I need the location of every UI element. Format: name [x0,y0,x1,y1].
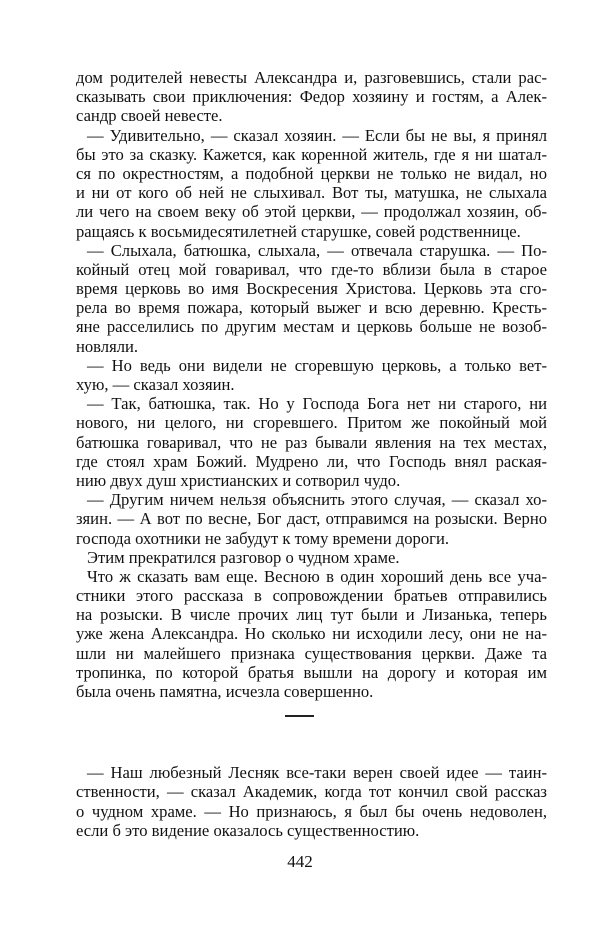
section-divider-wrap [76,701,547,731]
text-line: время церковь во имя Воскресения Христова. Церковь эта сго- [76,279,547,299]
text-line: сандр своей невесте. [76,106,223,126]
paragraph [76,126,547,241]
text-line: сказывать свои приключения: Федор хозяину и гостям, а Алек- [76,87,547,107]
text-line: хую, — сказал хозяин. [76,375,235,394]
text-line: нового, ни целого, ни сгоревшего. Притом же покойный мой [76,413,547,433]
text-line: где стоял храм Божий. Мудрено ли, что Господь внял раская- [76,451,547,471]
page-number: 442 [287,852,313,871]
text-line: яне расселились по другим местам и церковь больше не возоб- [76,317,547,337]
text-line: батюшка говаривал, что не раз бывали явления на тех местах, [76,432,547,452]
paragraph [76,356,547,394]
text-line: Этим прекратился разговор о чудном храме. [87,547,400,567]
text-line: — Так, батюшка, так. Но у Господа Бога нет ни старого, ни [87,394,547,414]
paragraph [76,548,547,567]
text-line: нию двух душ христианских и сотворил чудо. [76,470,401,490]
text-after-divider [76,763,547,840]
paragraph [76,490,547,548]
text-line: ращаясь к восьмидесятилетней старушке, совей родственнице. [76,221,521,241]
text-line: рела во время пожара, который выжег и всю деревню. Кресть- [76,298,547,318]
text-line: — Слыхала, батюшка, слыхала, — отвечала старушка. — По- [87,240,547,260]
text-line: тропинка, по которой братья вышли на дорогу и которая им [76,662,547,682]
text-line: уже жена Александра. Но сколько ни исходили лесу, они не на- [76,624,547,644]
paragraph [76,241,547,356]
text-line: стники этого рассказа в сопровождении братьев отправились [76,586,547,606]
page-text [76,68,547,840]
text-line: койный отец мой говаривал, что где-то вблизи была в старое [76,259,547,279]
text-line: новляли. [76,336,139,356]
text-line: — Удивительно, — сказал хозяин. — Если бы не вы, я принял [87,125,547,145]
paragraph [76,567,547,701]
text-line: ся по окрестностям, а подобной церкви не только не видал, но [76,163,547,183]
text-line: дом родителей невесты Александра и, разговевшись, стали рас- [76,68,547,87]
text-line: господа охотники не забудут к тому времени дороги. [76,528,449,548]
paragraph [76,394,547,490]
text-line: была очень памятна, исчезла совершенно. [76,682,374,701]
paragraph [76,68,547,126]
text-line: — Но ведь они видели не сгоревшую церковь, а только вет- [87,355,547,375]
paragraph [76,763,547,840]
text-line: на розыски. В числе прочих лиц тут были и Лизанька, теперь [76,605,547,625]
text-line: ли чего на своем веку об этой церкви, — продолжал хозяин, об- [76,202,547,222]
text-before-divider [76,68,547,701]
section-divider [285,715,314,717]
text-line: если б это видение оказалось существенностию. [76,820,420,840]
text-line: и ни от кого об ней не слыхивал. Вот ты, матушка, не слыхала [76,183,547,203]
text-line: Что ж сказать вам еще. Весною в один хороший день все уча- [87,566,547,586]
text-line: о чудном храме. — Но признаюсь, я был бы очень недоволен, [76,801,547,821]
text-line: бы это за сказку. Кажется, как коренной житель, где я ни шатал- [76,144,547,164]
text-line: зяин. — А вот по весне, Бог даст, отправимся на розыски. Верно [76,509,547,529]
text-line: ственности, — сказал Академик, когда тот кончил свой рассказ [76,782,547,802]
text-line: шли ни малейшего признака существования церкви. Даже та [76,643,547,663]
divider-gap [76,731,547,763]
text-line: — Наш любезный Лесняк все-таки верен своей идее — таин- [87,763,547,783]
text-line: — Другим ничем нельзя объяснить этого случая, — сказал хо- [87,490,547,510]
